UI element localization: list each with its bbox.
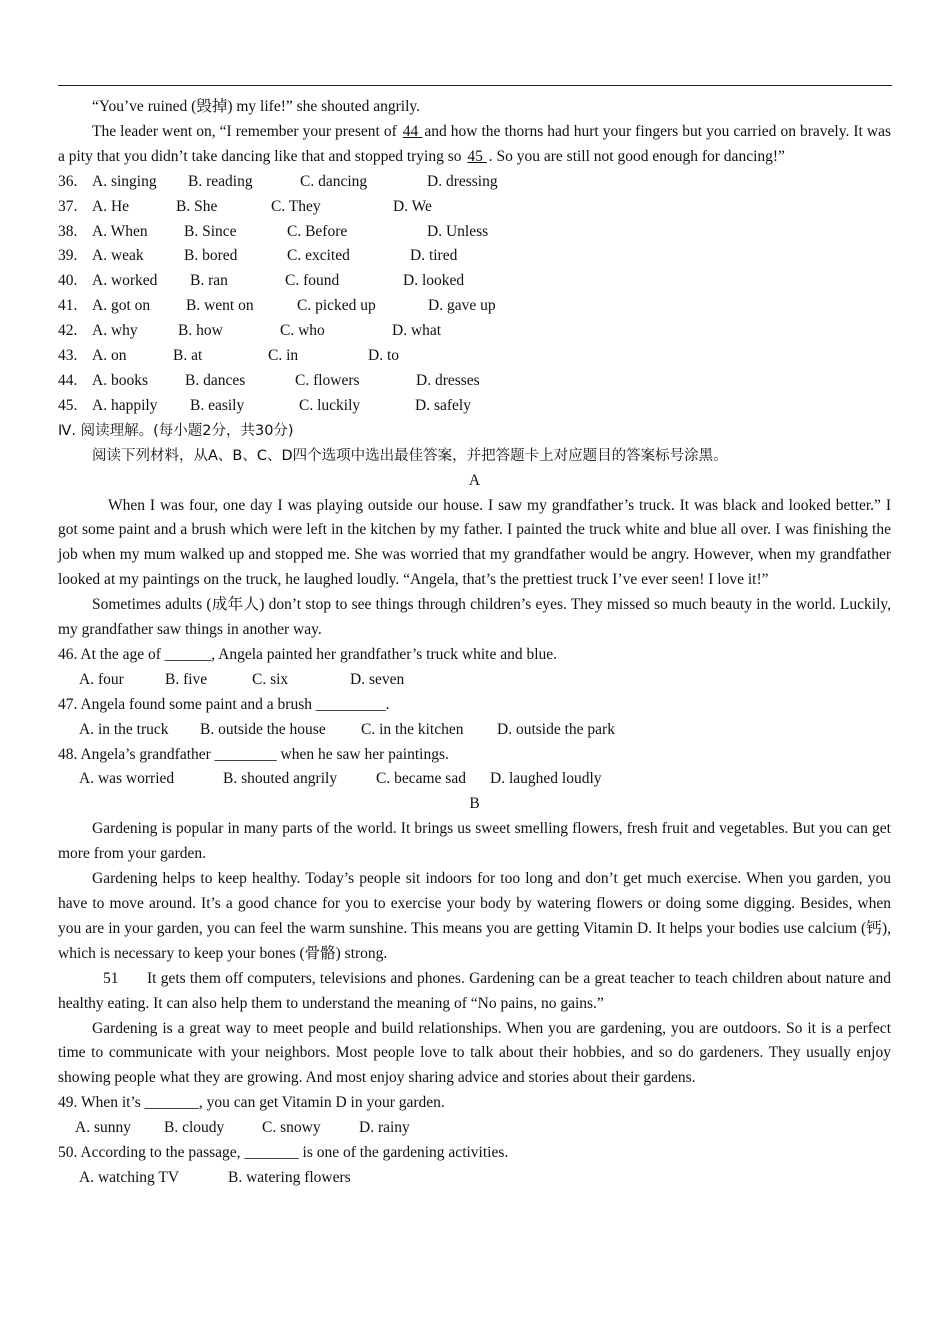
question-number: 40. (58, 272, 78, 290)
cloze-text-b: and how the thorns had hurt your fingers but you carried on bravely. It was a pity that you didn’t take dancing like that and stopped trying so (58, 122, 891, 165)
option-c: C. snowy (262, 1119, 321, 1137)
option-d: D. Unless (427, 222, 489, 240)
question-48-stem: 48. Angela’s grandfather ________ when he saw her paintings. (58, 745, 449, 763)
option-b: B. bored (184, 247, 238, 265)
question-36 (58, 170, 891, 195)
option-a: A. When (92, 222, 148, 240)
blank-44: 44 (402, 122, 423, 140)
option-b: B. at (173, 347, 203, 365)
option-a: A. books (92, 371, 148, 389)
option-c: C. Before (287, 222, 348, 240)
question-number: 39. (58, 247, 78, 265)
option-a: A. four (79, 670, 124, 688)
question-45 (58, 394, 891, 419)
passage-b-paragraph-1: Gardening is popular in many parts of the world. It brings us sweet smelling flowers, fresh fruit and vegetables. But you can get more from your garden. (58, 820, 891, 863)
option-d: D. tired (410, 247, 458, 265)
option-b: B. how (178, 322, 223, 340)
question-44 (58, 369, 891, 394)
question-38 (58, 220, 891, 245)
option-b: B. easily (190, 396, 245, 414)
option-b: B. ran (190, 272, 228, 290)
option-a: A. singing (92, 172, 157, 190)
question-46-stem: 46. At the age of ______, Angela painted her grandfather’s truck white and blue. (58, 645, 558, 663)
option-c: C. in the kitchen (361, 720, 464, 738)
option-c: C. in (268, 347, 299, 365)
question-48-options (58, 767, 891, 792)
question-47-stem: 47. Angela found some paint and a brush _________. (58, 695, 390, 713)
question-49-stem: 49. When it’s _______, you can get Vitamin D in your garden. (58, 1094, 445, 1112)
option-d: D. dresses (416, 371, 480, 389)
question-number: 42. (58, 322, 78, 340)
question-number: 38. (58, 222, 78, 240)
question-47-options (58, 718, 891, 743)
option-c: C. picked up (297, 297, 376, 315)
question-49-options (58, 1116, 891, 1141)
passage-a-paragraph-2: Sometimes adults (成年人) don’t stop to see things through children’s eyes. They missed so much beauty in the world. Luckily, my grandfather saw things in another way. (58, 596, 891, 639)
question-number: 37. (58, 197, 78, 215)
question-50-options (58, 1166, 891, 1191)
option-c: C. who (280, 322, 325, 340)
option-a: A. was worried (79, 770, 175, 788)
option-d: D. outside the park (497, 720, 615, 738)
option-c: C. excited (287, 247, 350, 265)
question-42 (58, 319, 891, 344)
cloze-paragraph-2 (58, 120, 891, 170)
question-41 (58, 294, 891, 319)
option-c: C. found (285, 272, 340, 290)
passage-b-paragraph-3 (58, 967, 891, 1017)
option-a: A. He (92, 197, 130, 215)
option-d: D. gave up (428, 297, 496, 315)
option-c: C. became sad (376, 770, 466, 788)
passage-a-label: A (468, 471, 481, 489)
header-rule (58, 85, 892, 86)
passage-a-paragraph-1: When I was four, one day I was playing outside our house. I saw my grandfather’s truck. It was black and looked better.” I got some paint and a brush which were left in the kitchen by my father. I painted the truck white and blue all over. I was finishing the job when my mum walked up and stopped me. She was worried that my grandfather would be angry. However, when my grandfather looked at my paintings on the truck, he laughed loudly. “Angela, that’s the prettiest truck I’ve ever seen! I love it!” (58, 496, 891, 589)
option-a: A. happily (92, 396, 158, 414)
option-d: D. looked (403, 272, 465, 290)
option-c: C. luckily (299, 396, 361, 414)
page-body (58, 95, 891, 1191)
passage-b-paragraph-3-text: It gets them off computers, televisions and phones. Gardening can be a great teacher to teach children about nature and healthy eating. It can also help them to understand the meaning of “No pains, no gains.” (58, 969, 891, 1012)
option-c: C. They (271, 197, 321, 215)
section-title: Ⅳ. 阅读理解。(每小题2分，共30分) (58, 422, 294, 439)
option-a: A. sunny (75, 1119, 131, 1137)
option-a: A. on (92, 347, 127, 365)
question-number: 44. (58, 371, 78, 389)
cloze-paragraph-1: “You’ve ruined (毁掉) my life!” she shouted angrily. (92, 98, 421, 115)
option-d: D. We (393, 197, 432, 215)
option-b: B. outside the house (200, 720, 326, 738)
option-b: B. She (176, 197, 218, 215)
blank-51: 51 (103, 969, 119, 987)
option-d: D. rainy (359, 1119, 410, 1137)
option-b: B. five (165, 670, 208, 688)
question-43 (58, 344, 891, 369)
option-a: A. worked (92, 272, 158, 290)
option-c: C. six (252, 670, 289, 688)
option-a: A. in the truck (79, 720, 169, 738)
option-d: D. to (368, 347, 399, 365)
cloze-questions (58, 170, 891, 419)
option-b: B. watering flowers (228, 1168, 351, 1186)
passage-b-label: B (469, 795, 480, 813)
question-number: 45. (58, 396, 78, 414)
option-a: A. why (92, 322, 138, 340)
section-instruction: 阅读下列材料，从A、B、C、D四个选项中选出最佳答案，并把答题卡上对应题目的答案标号涂黑。 (92, 447, 728, 464)
option-d: D. dressing (427, 172, 498, 190)
question-40 (58, 269, 891, 294)
question-46-options (58, 668, 891, 693)
option-b: B. dances (185, 371, 246, 389)
option-d: D. what (392, 322, 442, 340)
question-50-stem: 50. According to the passage, _______ is one of the gardening activities. (58, 1144, 509, 1162)
option-c: C. dancing (300, 172, 368, 190)
option-d: D. safely (415, 396, 471, 414)
option-b: B. shouted angrily (223, 770, 338, 788)
option-a: A. watching TV (79, 1168, 180, 1186)
question-number: 36. (58, 172, 78, 190)
passage-b-paragraph-4: Gardening is a great way to meet people and build relationships. When you are gardening, you are outdoors. So it is a perfect time to communicate with your neighbors. Most people love to talk about their hobbies, and so do gardeners. They usually enjoy showing people what they are growing. And most enjoy sharing advice and stories about their gardens. (58, 1019, 891, 1087)
option-b: B. reading (188, 172, 253, 190)
option-a: A. got on (92, 297, 151, 315)
option-b: B. cloudy (164, 1119, 225, 1137)
option-b: B. went on (186, 297, 254, 315)
cloze-text-c: . So you are still not good enough for dancing!” (488, 147, 785, 165)
option-a: A. weak (92, 247, 144, 265)
question-37 (58, 195, 891, 220)
passage-b-paragraph-2: Gardening helps to keep healthy. Today’s people sit indoors for too long and don’t get much exercise. When you garden, you have to move around. It’s a good chance for you to exercise your body by watering flowers or doing some digging. Besides, when you are in your garden, you can feel the warm sunshine. This means you are getting Vitamin D. It helps your bodies use calcium (钙), which is necessary to keep your bones (骨骼) strong. (58, 870, 891, 962)
option-b: B. Since (184, 222, 237, 240)
option-d: D. seven (350, 670, 405, 688)
option-c: C. flowers (295, 371, 360, 389)
cloze-text-a: The leader went on, “I remember your present of (92, 122, 401, 140)
question-39 (58, 244, 891, 269)
question-number: 43. (58, 347, 78, 365)
blank-45: 45 (467, 147, 487, 165)
question-number: 41. (58, 297, 78, 315)
option-d: D. laughed loudly (490, 770, 602, 788)
